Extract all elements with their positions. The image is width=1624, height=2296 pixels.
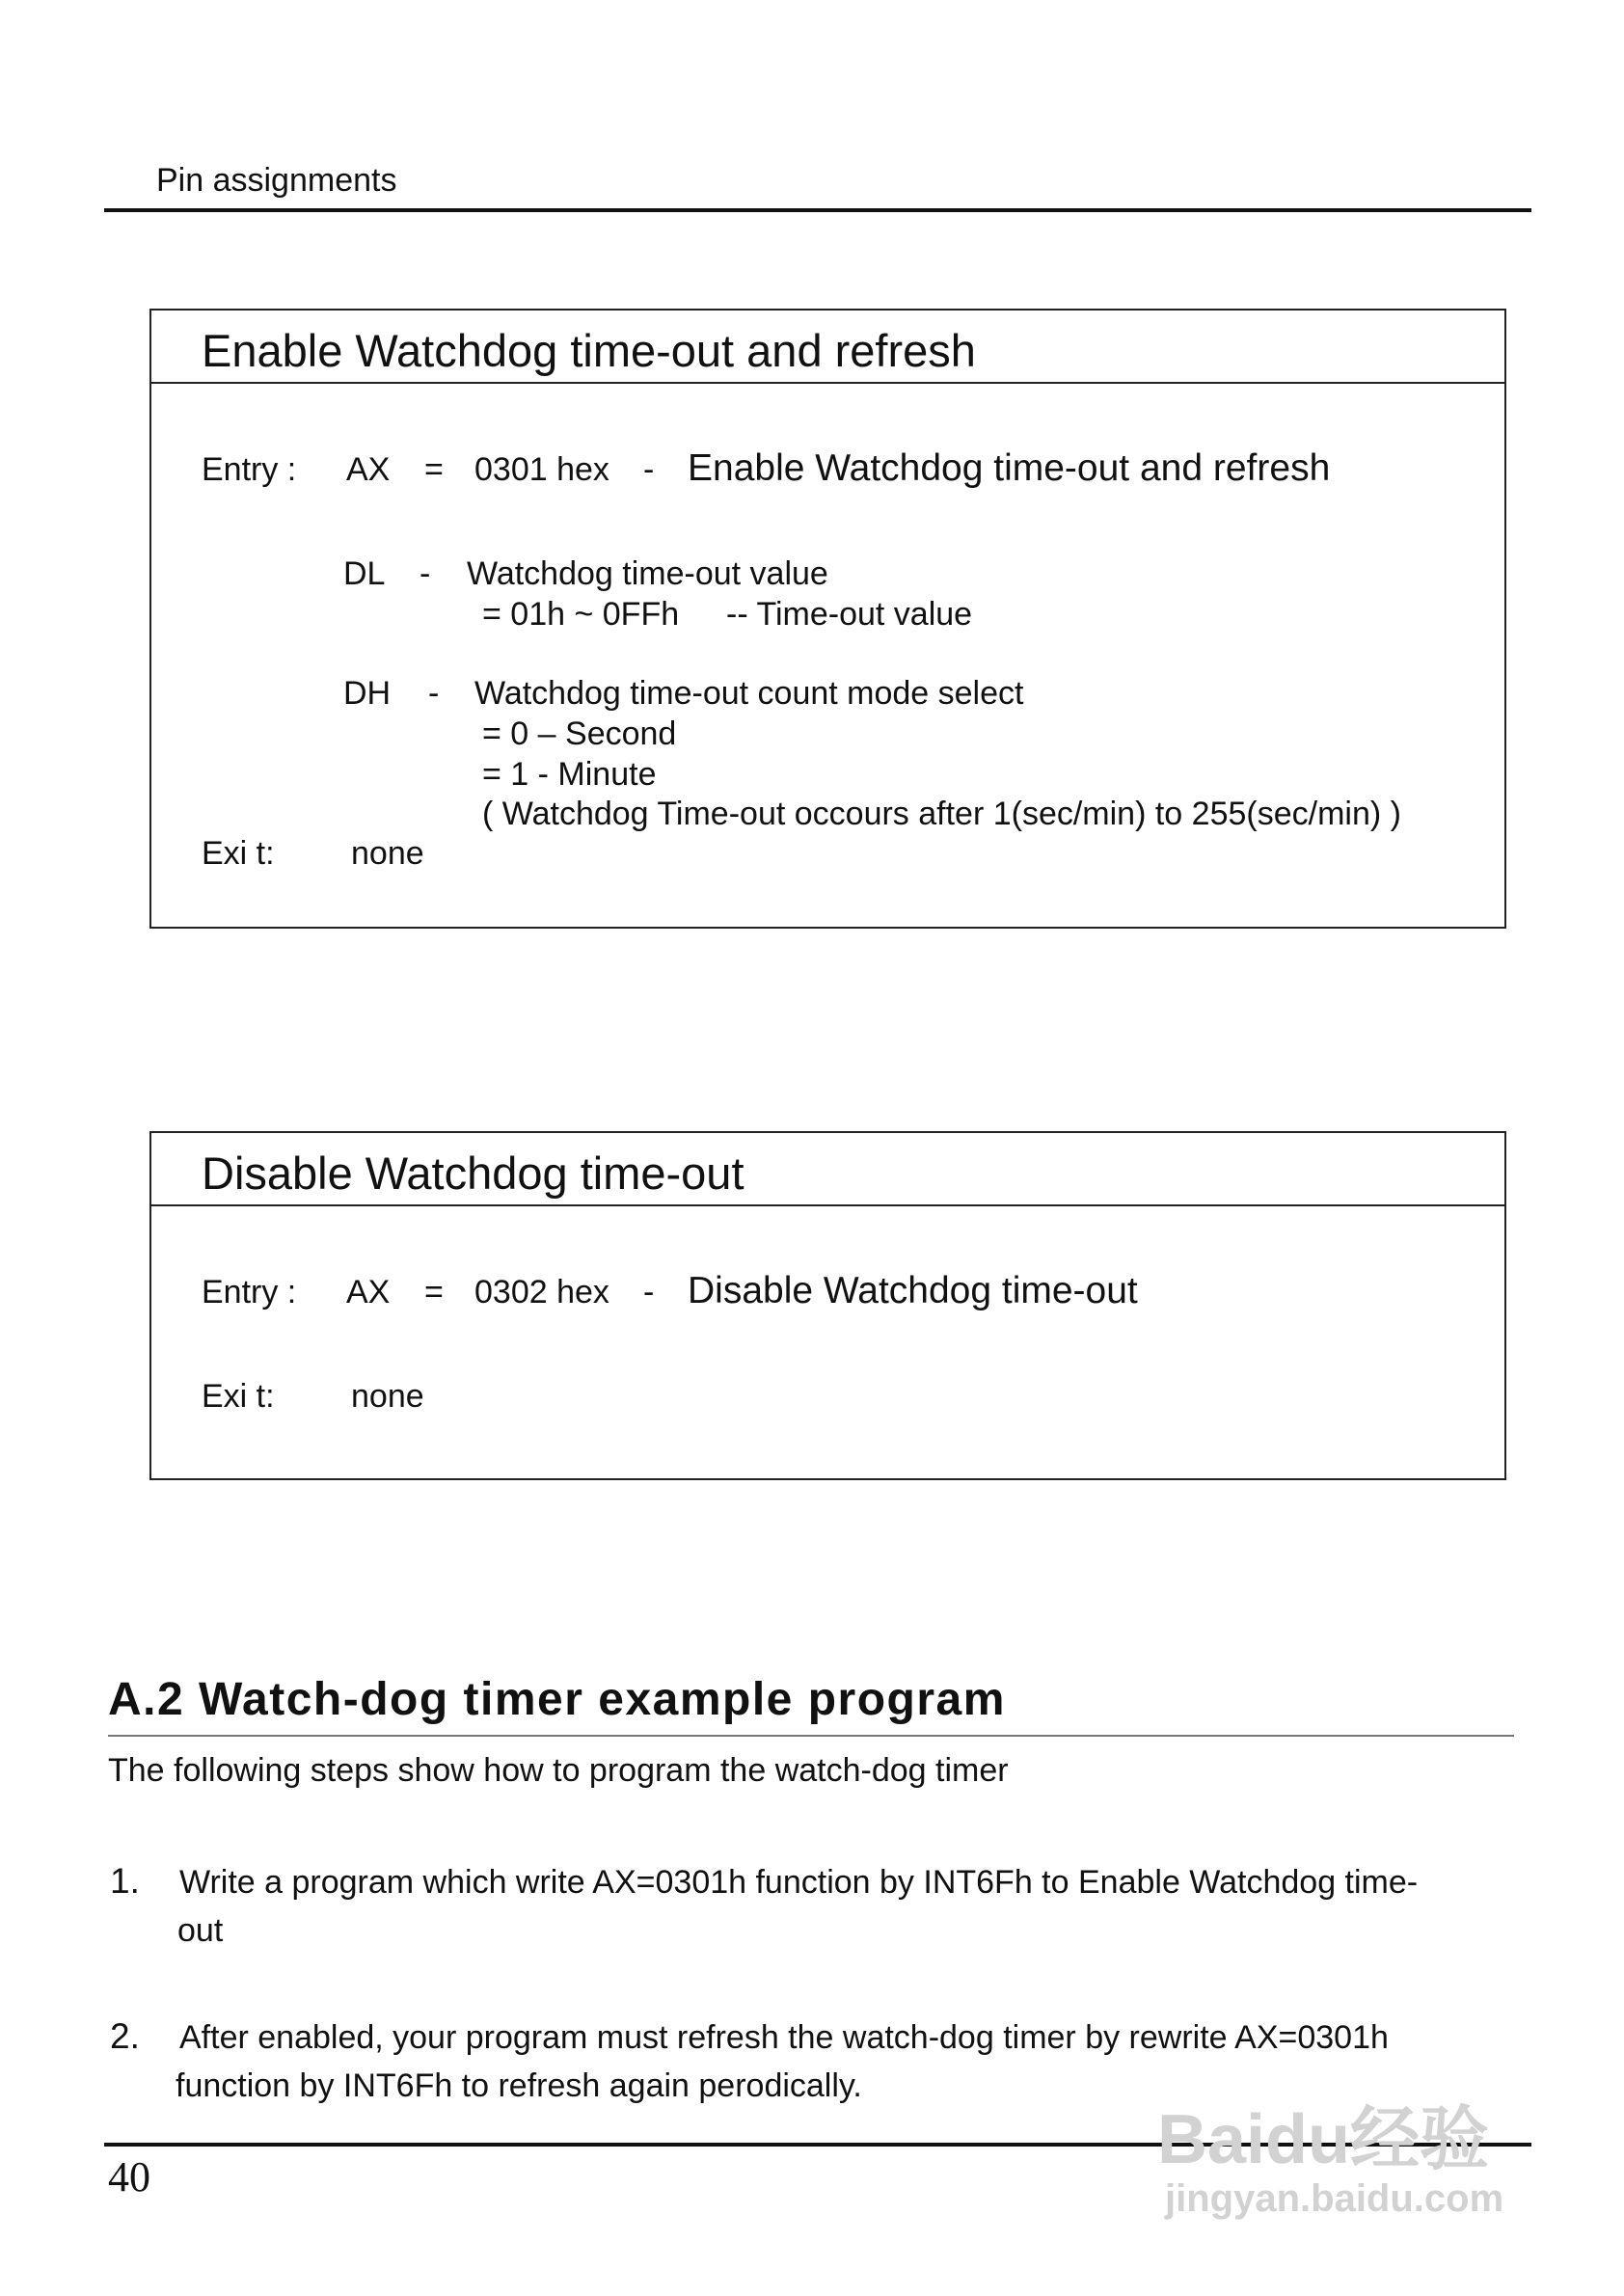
dh-label: DH	[343, 675, 392, 712]
enable-box-title-row	[151, 311, 1504, 384]
step-text-line: out	[177, 1912, 224, 1949]
dh-option-minute: = 1 - Minute	[482, 756, 657, 793]
dh-description: Watchdog time-out count mode select	[474, 675, 1024, 712]
disable-box-title: Disable Watchdog time-out	[202, 1148, 744, 1199]
watermark-url: jingyan.baidu.com	[1165, 2177, 1504, 2220]
exit-value: none	[351, 1378, 424, 1415]
register-ax: AX	[346, 451, 391, 488]
section-heading: A.2 Watch-dog timer example program	[108, 1674, 1006, 1725]
running-header: Pin assignments	[156, 162, 397, 199]
function-description: Enable Watchdog time-out and refresh	[688, 447, 1331, 489]
ax-value: 0302 hex	[474, 1274, 609, 1310]
register-ax: AX	[346, 1274, 391, 1310]
function-description: Disable Watchdog time-out	[688, 1270, 1138, 1311]
dl-range: = 01h ~ 0FFh	[482, 596, 680, 633]
dl-dash: -	[420, 555, 431, 592]
watermark-brand: Baidu经验	[1157, 2101, 1490, 2178]
section-rule	[108, 1735, 1514, 1737]
step-number: 1.	[110, 1861, 140, 1901]
ax-value: 0301 hex	[474, 451, 609, 488]
disable-box-title-row	[151, 1133, 1504, 1206]
disable-watchdog-box	[149, 1131, 1506, 1480]
dh-option-second: = 0 – Second	[482, 716, 677, 752]
step-number: 2.	[110, 2016, 140, 2056]
step-text-line: function by INT6Fh to refresh again perodically.	[176, 2067, 862, 2104]
enable-box-title: Enable Watchdog time-out and refresh	[202, 325, 976, 376]
step-text-line: Write a program which write AX=0301h function by INT6Fh to Enable Watchdog time-	[179, 1864, 1419, 1901]
dh-note: ( Watchdog Time-out occours after 1(sec/min) to 255(sec/min) )	[482, 796, 1401, 832]
exit-label: Exi t:	[202, 835, 275, 872]
equals-sign: =	[424, 451, 444, 488]
header-rule	[104, 208, 1531, 212]
page-number: 40	[108, 2153, 150, 2201]
dl-label: DL	[343, 555, 386, 592]
section-intro: The following steps show how to program the watch-dog timer	[108, 1752, 1009, 1789]
exit-label: Exi t:	[202, 1378, 275, 1415]
step-text-line: After enabled, your program must refresh the watch-dog timer by rewrite AX=0301h	[179, 2019, 1389, 2056]
dash: -	[643, 1274, 655, 1310]
entry-label: Entry :	[202, 1274, 297, 1310]
dl-range-note: -- Time-out value	[726, 596, 973, 633]
dash: -	[643, 451, 655, 488]
dh-dash: -	[428, 675, 440, 712]
equals-sign: =	[424, 1274, 444, 1310]
entry-label: Entry :	[202, 451, 297, 488]
exit-value: none	[351, 835, 424, 872]
enable-watchdog-box	[149, 309, 1506, 929]
dl-description: Watchdog time-out value	[467, 555, 828, 592]
